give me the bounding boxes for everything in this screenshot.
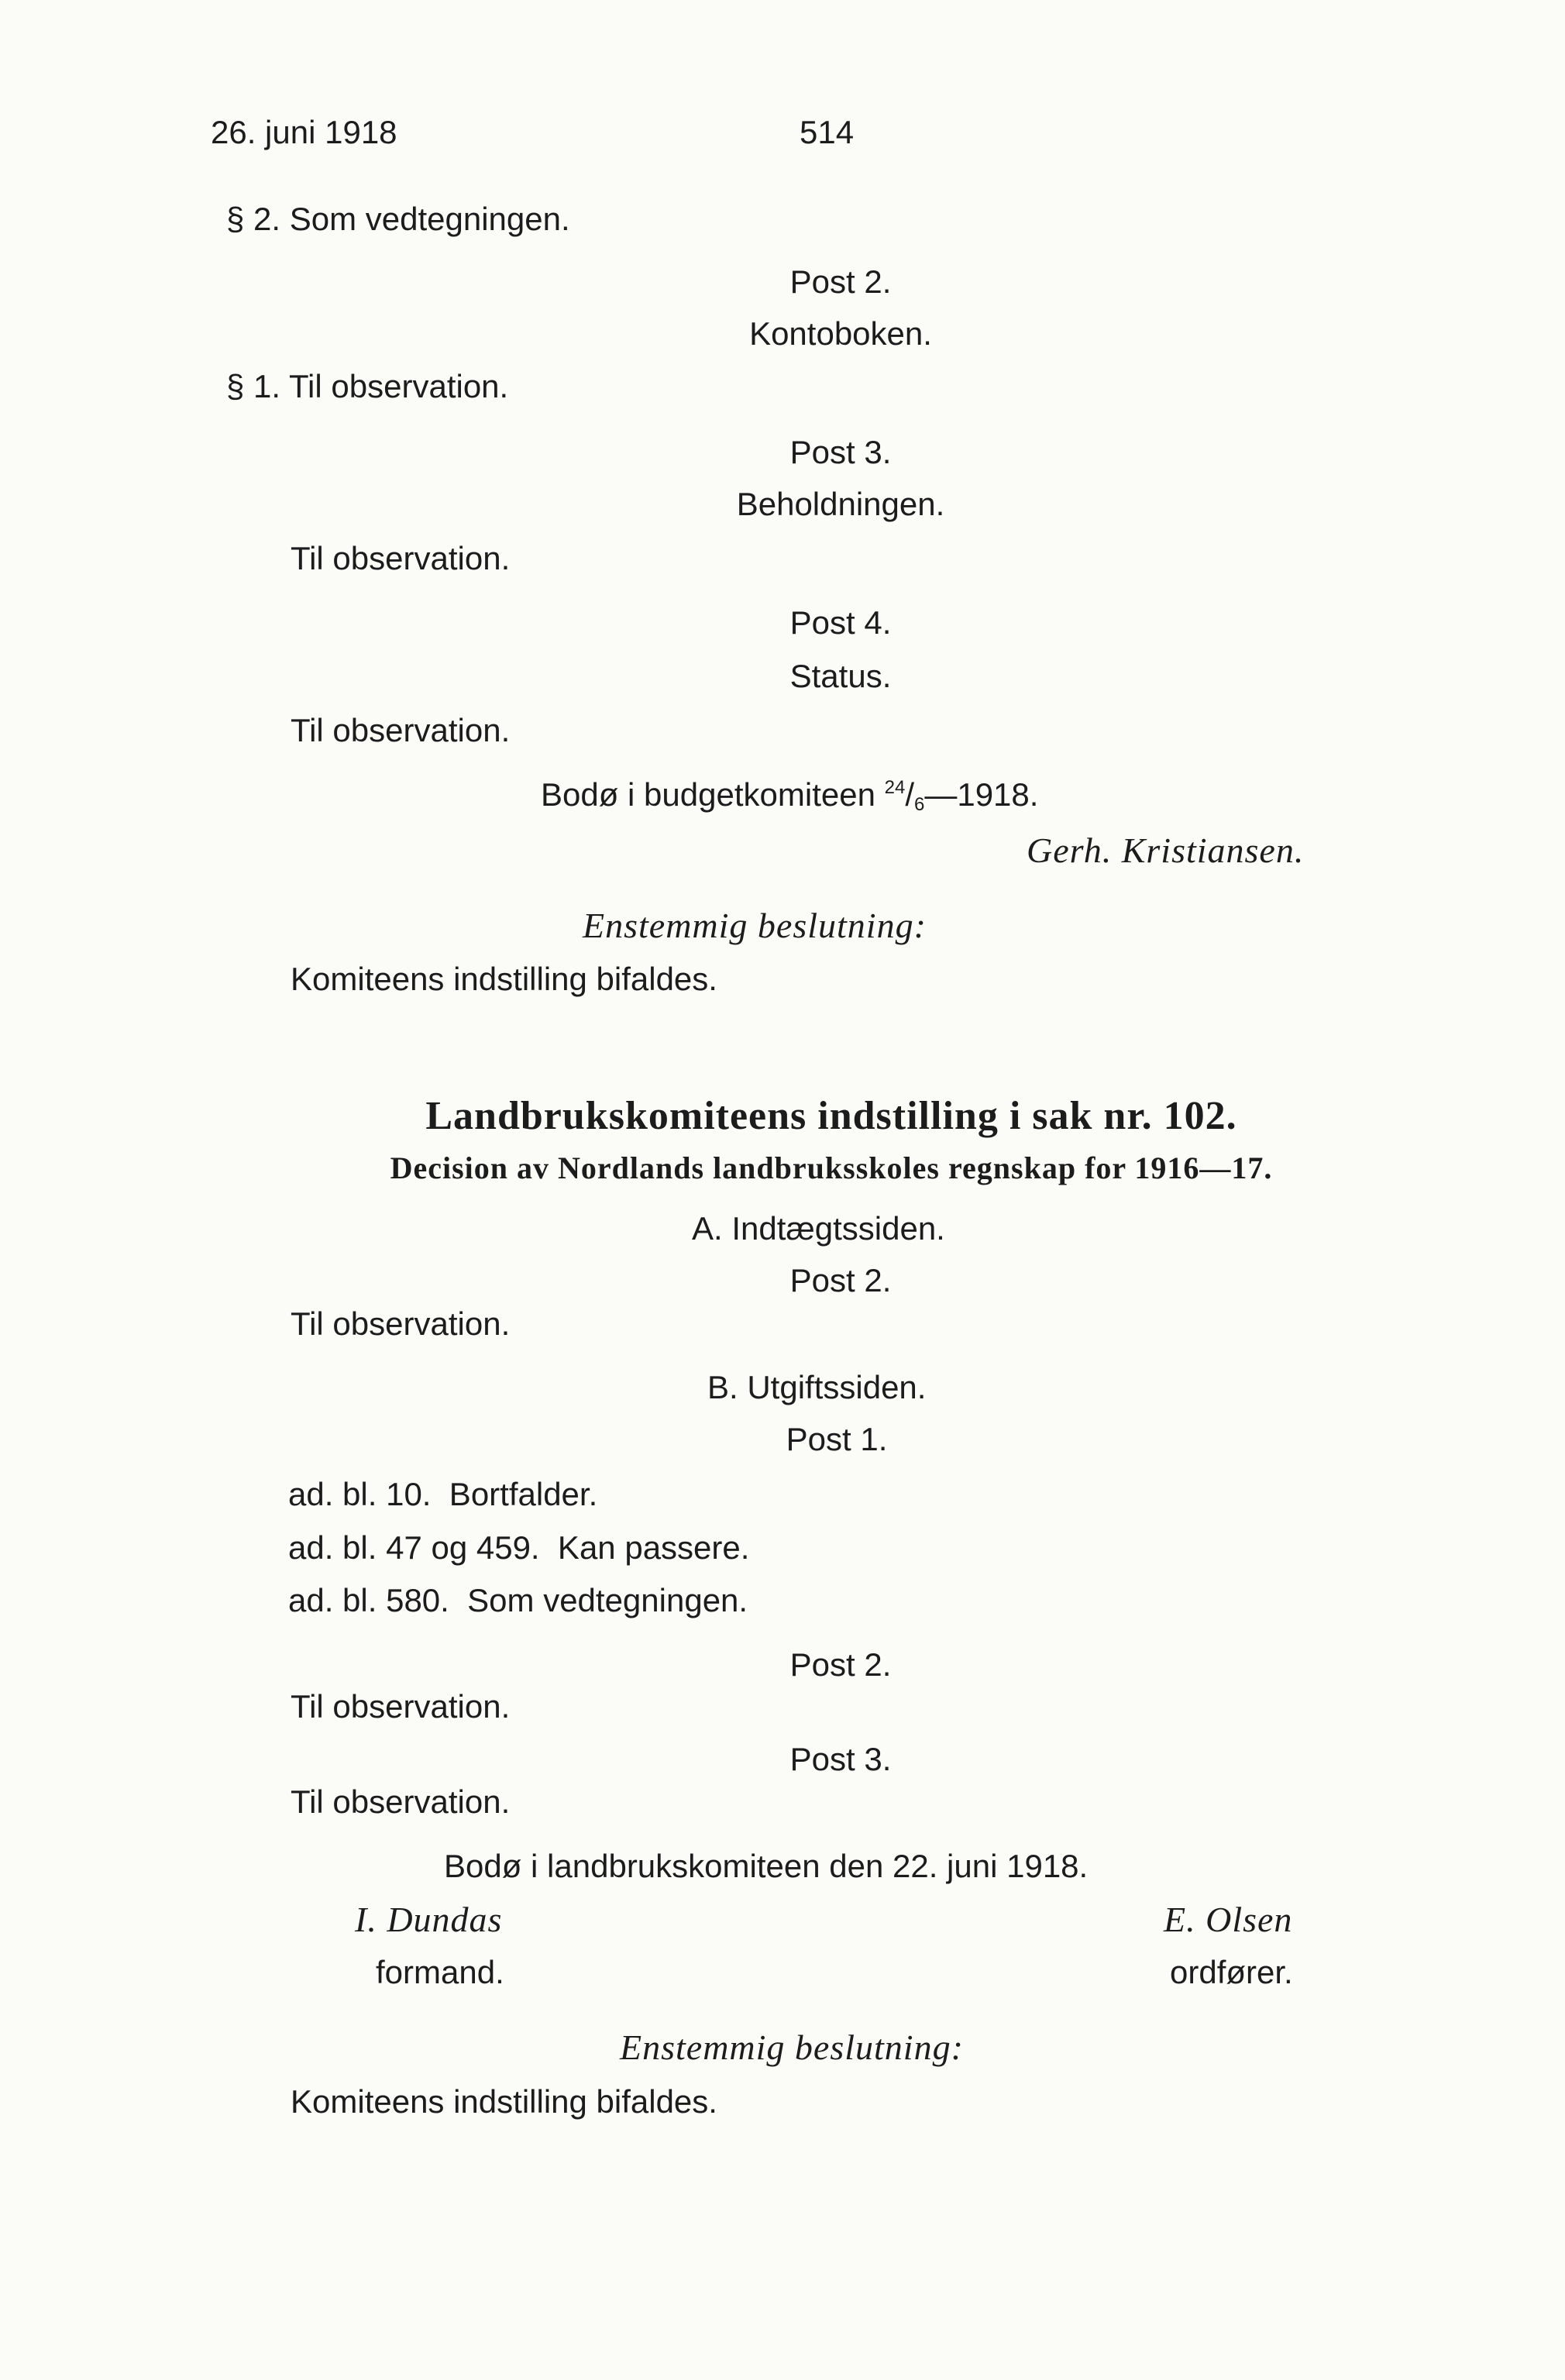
paragraph-1: § 1. Til observation. bbox=[226, 368, 509, 404]
post-2-title: Post 2. bbox=[789, 263, 892, 300]
part-a-heading: A. Indtægtssiden. bbox=[692, 1210, 945, 1247]
list-item: ad. bl. 47 og 459. Kan passere. bbox=[288, 1529, 750, 1566]
part-b-post-3: Post 3. bbox=[789, 1741, 892, 1777]
list-item: ad. bl. 10. Bortfalder. bbox=[288, 1476, 598, 1512]
date-year: —1918. bbox=[924, 776, 1039, 813]
section-title: Landbrukskomiteens indstilling i sak nr. 102. bbox=[425, 1094, 1237, 1138]
list-item: ad. bl. 580. Som vedtegningen. bbox=[288, 1582, 748, 1618]
date-slash: / bbox=[905, 776, 914, 813]
part-a-post-2-note: Til observation. bbox=[291, 1305, 511, 1342]
place-text: Bodø i budgetkomiteen bbox=[541, 776, 875, 813]
decision-text-1: Komiteens indstilling bifaldes. bbox=[291, 961, 717, 997]
part-b-post-2-note: Til observation. bbox=[291, 1688, 511, 1725]
decision-text-2: Komiteens indstilling bifaldes. bbox=[291, 2083, 717, 2120]
role-ordforer: ordfører. bbox=[1170, 1954, 1293, 1990]
part-b-post-1: Post 1. bbox=[786, 1421, 888, 1457]
signature-dundas: I. Dundas bbox=[355, 1900, 503, 1939]
date-numerator: 24 bbox=[884, 777, 906, 798]
decision-heading-1: Enstemmig beslutning: bbox=[583, 906, 927, 945]
post-3-note: Til observation. bbox=[291, 540, 511, 576]
part-b-post-2: Post 2. bbox=[789, 1646, 892, 1683]
section-subtitle: Decision av Nordlands landbruksskoles regnskap for 1916—17. bbox=[390, 1150, 1273, 1185]
post-4-note: Til observation. bbox=[291, 712, 511, 748]
paragraph-2: § 2. Som vedtegningen. bbox=[226, 201, 570, 237]
place-date-line bbox=[541, 776, 1039, 815]
role-formand: formand. bbox=[376, 1954, 504, 1990]
decision-heading-2: Enstemmig beslutning: bbox=[620, 2027, 964, 2067]
page-number: 514 bbox=[800, 114, 855, 150]
page-date: 26. juni 1918 bbox=[211, 114, 397, 150]
post-4-title: Post 4. bbox=[789, 604, 892, 641]
place-date-line-2: Bodø i landbrukskomiteen den 22. juni 1918. bbox=[444, 1848, 1089, 1884]
post-3-subtitle: Beholdningen. bbox=[736, 486, 945, 522]
signature-olsen: E. Olsen bbox=[1164, 1900, 1293, 1939]
part-b-post-3-note: Til observation. bbox=[291, 1783, 511, 1820]
part-a-post-2: Post 2. bbox=[789, 1262, 892, 1298]
date-denominator: 6 bbox=[913, 794, 925, 815]
post-4-subtitle: Status. bbox=[789, 658, 892, 694]
post-2-subtitle: Kontoboken. bbox=[749, 315, 932, 352]
post-3-title: Post 3. bbox=[789, 434, 892, 470]
signature-kristiansen: Gerh. Kristiansen. bbox=[1027, 831, 1305, 870]
part-b-heading: B. Utgiftssiden. bbox=[707, 1369, 927, 1405]
